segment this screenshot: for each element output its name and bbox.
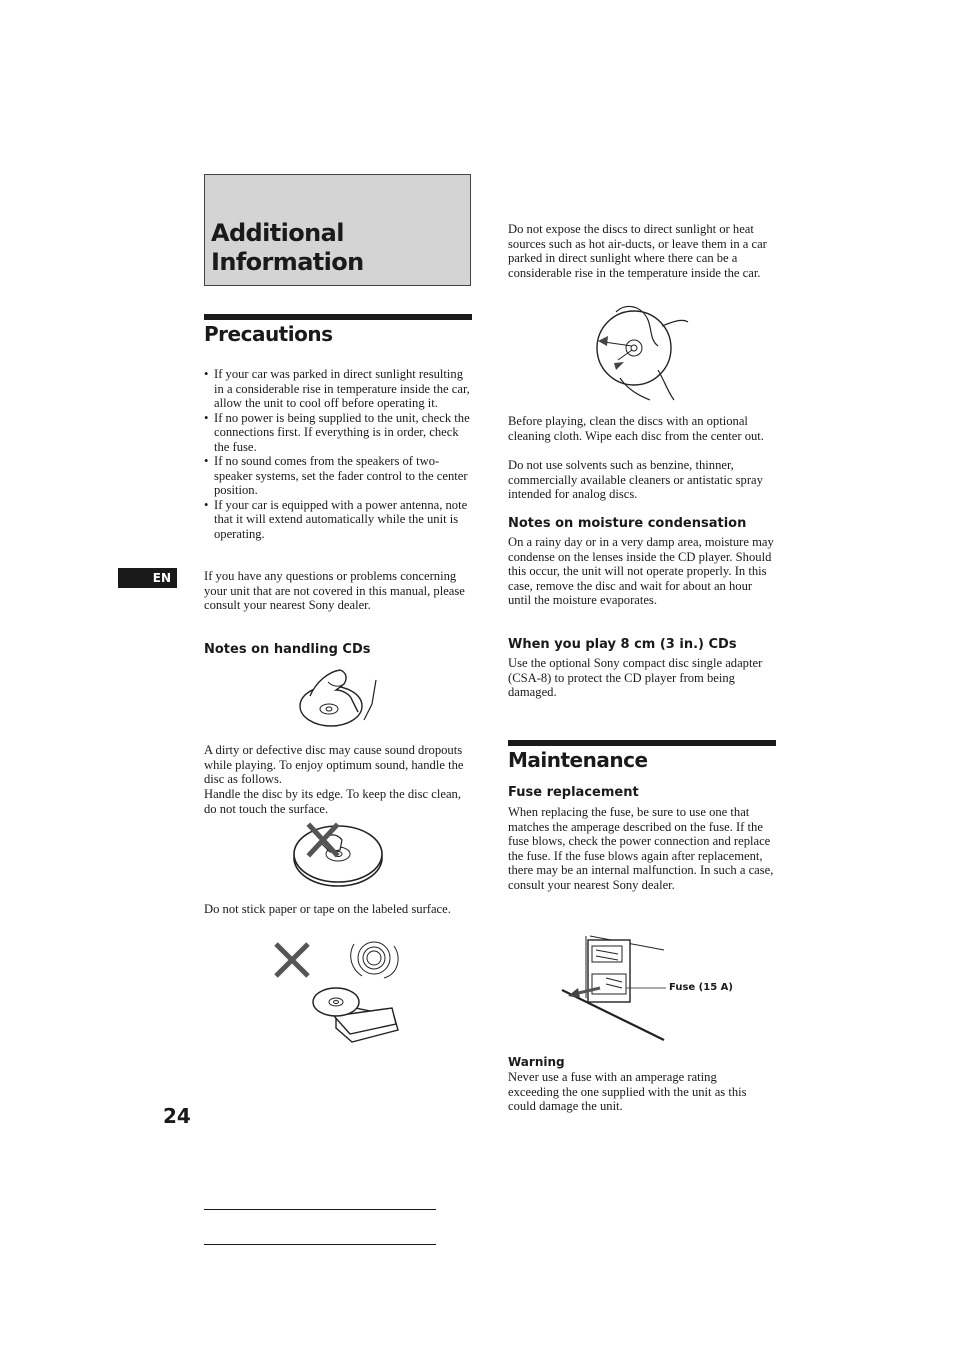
- precautions-title: Precautions: [204, 322, 333, 346]
- footer-rule-1: [204, 1209, 436, 1210]
- wiping-disc-illustration: [592, 300, 690, 404]
- page-number: 24: [163, 1104, 191, 1128]
- fuse-replacement-heading: Fuse replacement: [508, 785, 639, 800]
- warning-heading: Warning: [508, 1055, 565, 1069]
- x-mark-icon: [272, 942, 312, 978]
- hand-holding-disc-illustration: [298, 664, 380, 730]
- moisture-paragraph: On a rainy day or in a very damp area, moisture may condense on the lenses inside the CD player. Should this occur, the unit will not operate properly. In this case, remove the disc and wait for about an hour until the moisture evaporates.: [508, 535, 774, 607]
- clean-paragraph-1: Before playing, clean the discs with an optional cleaning cloth. Wipe each disc from the center out.: [508, 414, 764, 443]
- handling-cds-heading: Notes on handling CDs: [204, 642, 371, 657]
- language-tab: EN: [118, 568, 177, 588]
- fuse-paragraph: When replacing the fuse, be sure to use one that matches the amperage described on the fuse. If the fuse blows, check the power connection and replace the fuse. If the fuse blows again after replacement, there may be an internal malfunction. In such a case, consult your nearest Sony dealer.: [508, 805, 774, 892]
- list-item: • If your car is equipped with a power antenna, note that it will extend automatically while the unit is operating.: [204, 498, 474, 542]
- footer-rule-2: [204, 1244, 436, 1245]
- fuse-location-illustration: [560, 928, 666, 1042]
- questions-paragraph: If you have any questions or problems concerning your unit that are not covered in this manual, please consult your nearest Sony dealer.: [204, 569, 465, 612]
- handling-paragraph-2: Handle the disc by its edge. To keep the disc clean, do not touch the surface.: [204, 787, 461, 816]
- warning-paragraph: Never use a fuse with an amperage rating exceeding the one supplied with the unit as this could damage the unit.: [508, 1070, 747, 1113]
- handling-paragraph-1: A dirty or defective disc may cause sound dropouts while playing. To enjoy optimum sound, handle the disc as follows.: [204, 743, 464, 786]
- clean-paragraph-2: Do not use solvents such as benzine, thinner, commercially available cleaners or antistatic spray intended for analog discs.: [508, 458, 763, 501]
- list-item: • If no sound comes from the speakers of two-speaker systems, set the fader control to the center position.: [204, 454, 474, 498]
- sunlight-paragraph: Do not expose the discs to direct sunlight or heat sources such as hot air-ducts, or leave them in a car parked in direct sunlight where there can be a considerable rise in the temperature inside the car.: [508, 222, 767, 280]
- maintenance-title: Maintenance: [508, 748, 648, 772]
- page-title-box: [204, 174, 471, 286]
- page-title: Additional Information: [211, 219, 364, 276]
- moisture-heading: Notes on moisture condensation: [508, 516, 747, 531]
- do-not-touch-disc-illustration: [292, 820, 386, 890]
- maintenance-rule: [508, 740, 776, 746]
- precautions-rule: [204, 314, 472, 320]
- list-item: • If no power is being supplied to the unit, check the connections first. If everything is in order, check the fuse.: [204, 411, 474, 455]
- precautions-list: [204, 367, 474, 541]
- tape-on-disc-illustration: [312, 934, 404, 1044]
- handling-paragraph-3: Do not stick paper or tape on the labeled surface.: [204, 902, 451, 916]
- eight-cm-paragraph: Use the optional Sony compact disc single adapter (CSA-8) to protect the CD player from being damaged.: [508, 656, 763, 699]
- list-item: • If your car was parked in direct sunlight resulting in a considerable rise in temperature inside the car, allow the unit to cool off before operating it.: [204, 367, 474, 411]
- eight-cm-heading: When you play 8 cm (3 in.) CDs: [508, 637, 737, 652]
- fuse-label: Fuse (15 A): [669, 982, 733, 993]
